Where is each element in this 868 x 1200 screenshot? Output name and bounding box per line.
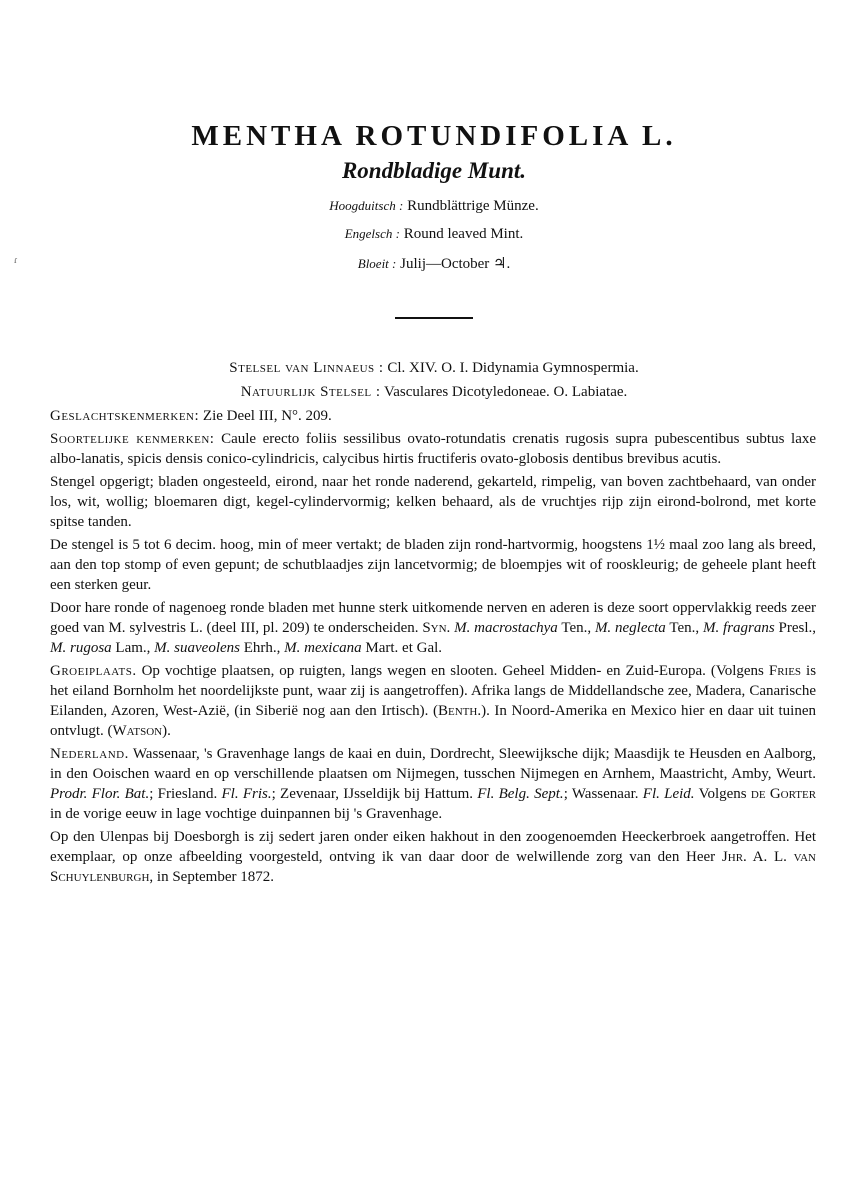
genus-value: Zie Deel III, N°. 209. (202, 408, 332, 424)
ulenpas-paragraph (50, 827, 816, 887)
syn-3: M. fragrans (702, 620, 775, 636)
species-label: Soortelijke kenmerken: (50, 431, 215, 447)
natural-value: Vasculares Dicotyledoneae. O. Labiatae. (384, 384, 628, 400)
ned-fris: Fl. Fris. (221, 786, 272, 802)
ned-text-5: Volgens (698, 786, 747, 802)
groeiplaats-label: Groeiplaats. (50, 663, 137, 679)
syn-1: M. macrostachya (454, 620, 558, 636)
syn-2: M. neglecta (594, 620, 666, 636)
ned-text-3: ; Zevenaar, IJsseldijk bij Hattum. (271, 786, 473, 802)
divider-rule (395, 317, 473, 319)
linnaeus-label: Stelsel van Linnaeus : (229, 360, 384, 376)
german-value: Rundblättrige Münze. (407, 198, 539, 214)
syn-4-author: Lam., (115, 640, 151, 656)
english-value: Round leaved Mint. (403, 226, 524, 242)
german-name (0, 198, 868, 215)
ned-text-2: ; Friesland. (149, 786, 218, 802)
syn-6-author: Mart. et Gal. (365, 640, 443, 656)
nederland-paragraph (50, 744, 816, 824)
linnaeus-system (0, 360, 868, 377)
door-text: Door hare ronde of nagenoeg ronde bladen met hunne sterk uitkomende nerven en aderen is deze soort oppervlakkig reeds zeer goed van M. sylvestris L. (deel III, pl. 209) te onderscheiden. (50, 600, 816, 636)
body-text (50, 406, 816, 890)
german-label: Hoogduitsch : (329, 198, 404, 213)
flowering-value: Julij—October ♃. (400, 256, 511, 272)
english-label: Engelsch : (344, 226, 400, 241)
ned-gorter: de Gorter (750, 786, 817, 802)
ned-belg: Fl. Belg. Sept. (477, 786, 564, 802)
linnaeus-value: Cl. XIV. O. I. Didynamia Gymnospermia. (387, 360, 639, 376)
ulen-text-1: Op den Ulenpas bij Doesborgh is zij sedert jaren onder eiken hakhout in den zoogenoemden Heeckerbroek aangetroffen. Het exemplaar, op onze afbeelding voorgesteld, ontving ik van daar door de welwillende zorg van den Heer (50, 829, 816, 865)
ned-text-4: ; Wassenaar. (563, 786, 639, 802)
groei-benth: Benth. (438, 703, 482, 719)
genus-paragraph (50, 406, 816, 426)
syn-5-author: Ehrh., (243, 640, 281, 656)
syn-6: M. mexicana (284, 640, 362, 656)
groei-fries: Fries (768, 663, 802, 679)
door-paragraph (50, 598, 816, 658)
species-value: Caule erecto foliis sessilibus ovato-rotundatis crenatis rugosis supra pubescentibus subtus laxe albo-lanatis, spicis densis conico-cylindricis, calycibus hirtis fructiferis ovato-globosis dentibus brevibus acutis. (50, 431, 817, 467)
groei-text-3: ). In Noord-Amerika en Mexico hier en daar uit tuinen ontvlugt. ( (50, 703, 816, 739)
ned-text-6: in de vorige eeuw in lage vochtige duinpannen bij 's Gravenhage. (50, 806, 443, 822)
english-name (0, 226, 868, 243)
genus-label: Geslachtskenmerken: (50, 408, 200, 424)
natural-system (0, 384, 868, 401)
syn-3-author: Presl., (778, 620, 817, 636)
margin-mark: ɾ (14, 255, 18, 266)
ulen-name: Jhr. A. L. van Schuylenburgh (50, 849, 816, 885)
stengel-paragraph: Stengel opgerigt; bladen ongesteeld, eirond, naar het ronde naderend, gekarteld, rimpelig, van boven zachtbehaard, van onder los, wit, wollig; bloemaren digt, kegel-cylindervormig; kelken behaard, als de vruchtjes rijp zijn eirond-bolrond, met korte spitse tanden. (50, 474, 816, 530)
syn-4: M. rugosa (50, 640, 112, 656)
ulen-text-2: , in September 1872. (149, 869, 274, 885)
syn-5: M. suaveolens (154, 640, 240, 656)
groei-watson: Watson (112, 723, 163, 739)
groei-text-1: Op vochtige plaatsen, op ruigten, langs wegen en slooten. Geheel Midden- en Zuid-Europa. (Volgens (141, 663, 764, 679)
flowering-period (0, 254, 868, 273)
natural-label: Natuurlijk Stelsel : (240, 384, 381, 400)
syn-label: Syn. (422, 620, 451, 636)
ned-text-1: Wassenaar, 's Gravenhage langs de kaai en duin, Dordrecht, Sleewijksche dijk; Maasdijk te Heusden en Aalborg, in den Ooischen waard en op verschillende plaatsen om Nijmegen, tusschen Nijmegen en Arnhem, Maastricht, Amby, Weurt. (50, 746, 816, 782)
dutch-name: Rondbladige Munt. (341, 158, 527, 183)
de-stengel-paragraph: De stengel is 5 tot 6 decim. hoog, min of meer vertakt; de bladen zijn rond-hartvormig, hoogstens 1½ maal zoo lang als breed, aan den top stomp of even gepunt; de schutblaadjes zijn lancetvormig; de bloempjes wit of rooskleurig; de geheele plant heeft een sterken geur. (50, 537, 816, 593)
species-paragraph (50, 429, 816, 469)
ned-leid: Fl. Leid. (642, 786, 695, 802)
syn-2-author: Ten., (669, 620, 700, 636)
syn-1-author: Ten., (561, 620, 592, 636)
species-title: MENTHA ROTUNDIFOLIA L. (191, 120, 677, 152)
flowering-label: Bloeit : (357, 256, 397, 271)
ned-prodr: Prodr. Flor. Bat. (50, 786, 150, 802)
nederland-label: Nederland. (50, 746, 129, 762)
groei-text-2: is het eiland Bornholm het noordelijkste punt, waar zij is aangetroffen). Afrika langs de Middellandsche zee, Madera, Canarische Eilanden, Azoren, West-Azië, (in Siberië nog aan den Irtisch). ( (50, 663, 817, 719)
groeiplaats-paragraph (50, 661, 816, 741)
groei-text-4: ). (162, 723, 171, 739)
